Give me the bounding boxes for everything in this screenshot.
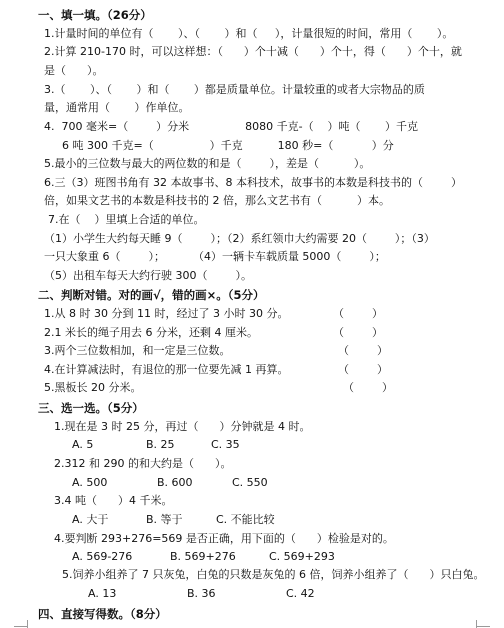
s2-item-5: 5.黑板长 20 分米。 bbox=[44, 381, 142, 394]
s2-answer-1[interactable]: （ ） bbox=[333, 307, 383, 320]
s3-q2-option-c[interactable]: C. 550 bbox=[232, 476, 268, 489]
corner-mark-left-v bbox=[27, 620, 28, 628]
s3-q4-option-a[interactable]: A. 569-276 bbox=[72, 550, 133, 563]
s1-line-1: 1.计量时间的单位有（ ）、（ ）和（ ），计量很短的时间，常用（ ）。 bbox=[44, 27, 454, 40]
s3-q3-option-b[interactable]: B. 等于 bbox=[146, 513, 183, 526]
section-3-title: 三、选一选。（5分） bbox=[38, 401, 144, 415]
s1-line-8: 5.最小的三位数与最大的两位数的和是（ ），差是（ ）。 bbox=[44, 157, 371, 170]
s1-line-2: 2.计算 210-170 时，可以这样想：（ ）个十减（ ）个十，得（ ）个十，就 bbox=[44, 45, 462, 58]
s3-question-3: 3.4 吨（ ）4 千米。 bbox=[54, 494, 173, 507]
s2-item-3: 3.两个三位数相加，和一定是三位数。 bbox=[44, 344, 231, 357]
s2-answer-3[interactable]: （ ） bbox=[338, 344, 388, 357]
s3-question-1: 1.现在是 3 时 25 分，再过（ ）分钟就是 4 时。 bbox=[54, 420, 311, 433]
s2-item-2: 2.1 米长的绳子用去 6 分米，还剩 4 厘米。 bbox=[44, 326, 258, 339]
s1-line-5: 量，通常用（ ）作单位。 bbox=[44, 101, 190, 114]
s3-q1-option-c[interactable]: C. 35 bbox=[211, 438, 240, 451]
s3-question-5: 5.饲养小组养了 7 只灰兔，白兔的只数是灰兔的 6 倍，饲养小组养了（ ）只白兔。 bbox=[62, 568, 485, 581]
s3-q1-option-a[interactable]: A. 5 bbox=[72, 438, 94, 451]
s3-q3-option-a[interactable]: A. 大于 bbox=[72, 513, 109, 526]
s2-item-1: 1.从 8 时 30 分到 11 时，经过了 3 小时 30 分。 bbox=[44, 307, 289, 320]
s1-line-11: 7.在（ ）里填上合适的单位。 bbox=[48, 213, 205, 226]
s1-line-12: （1）小学生大约每天睡 9（ ）；（2）系红领巾大约需要 20（ ）；（3） bbox=[44, 232, 435, 245]
s1-line-10: 倍，如果文艺书的本数是科技书的 2 倍，那么文艺书有（ ）本。 bbox=[44, 194, 390, 207]
s3-q5-option-b[interactable]: B. 36 bbox=[187, 587, 216, 600]
s1-line-4: 3.（ ）、（ ）和（ ）都是质量单位。计量较重的或者大宗物品的质 bbox=[44, 83, 425, 96]
s3-q3-option-c[interactable]: C. 不能比较 bbox=[216, 513, 275, 526]
s3-q4-option-c[interactable]: C. 569+293 bbox=[269, 550, 335, 563]
s3-q4-option-b[interactable]: B. 569+276 bbox=[170, 550, 236, 563]
s2-answer-4[interactable]: （ ） bbox=[338, 363, 388, 376]
s1-line-3: 是（ ）。 bbox=[44, 64, 104, 77]
s3-q5-option-a[interactable]: A. 13 bbox=[88, 587, 117, 600]
s3-question-2: 2.312 和 290 的和大约是（ ）。 bbox=[54, 457, 232, 470]
s2-answer-2[interactable]: （ ） bbox=[333, 326, 383, 339]
s2-item-4: 4.在计算减法时，有退位的那一位要先减 1 再算。 bbox=[44, 363, 289, 376]
s1-line-14: （5）出租车每天大约行驶 300（ ）。 bbox=[44, 269, 252, 282]
section-1-title: 一、填一填。（26分） bbox=[38, 8, 152, 22]
s3-q5-option-c[interactable]: C. 42 bbox=[286, 587, 315, 600]
s2-answer-5[interactable]: （ ） bbox=[343, 381, 393, 394]
s1-line-6: 4. 700 毫米=（ ）分米 8080 千克-（ ）吨（ ）千克 bbox=[44, 120, 419, 133]
s3-q1-option-b[interactable]: B. 25 bbox=[146, 438, 175, 451]
s3-q2-option-a[interactable]: A. 500 bbox=[72, 476, 108, 489]
s1-line-13: 一只大象重 6（ ）； （4）一辆卡车载质量 5000（ ）； bbox=[44, 250, 386, 263]
section-4-title: 四、直接写得数。（8分） bbox=[38, 607, 167, 621]
s3-q2-option-b[interactable]: B. 600 bbox=[157, 476, 193, 489]
corner-mark-right-v bbox=[476, 620, 477, 628]
corner-mark-right-h bbox=[476, 626, 490, 627]
s1-line-9: 6.三（3）班图书角有 32 本故事书、8 本科技术，故事书的本数是科技书的（ ） bbox=[44, 176, 462, 189]
corner-mark-left-h bbox=[14, 626, 28, 627]
s1-line-7: 6 吨 300 千克=（ ）千克 180 秒=（ ）分 bbox=[62, 139, 394, 152]
section-2-title: 二、判断对错。对的画√，错的画×。（5分） bbox=[38, 288, 265, 302]
s3-question-4: 4.要判断 293+276=569 是否正确，用下面的（ ）检验是对的。 bbox=[54, 532, 394, 545]
